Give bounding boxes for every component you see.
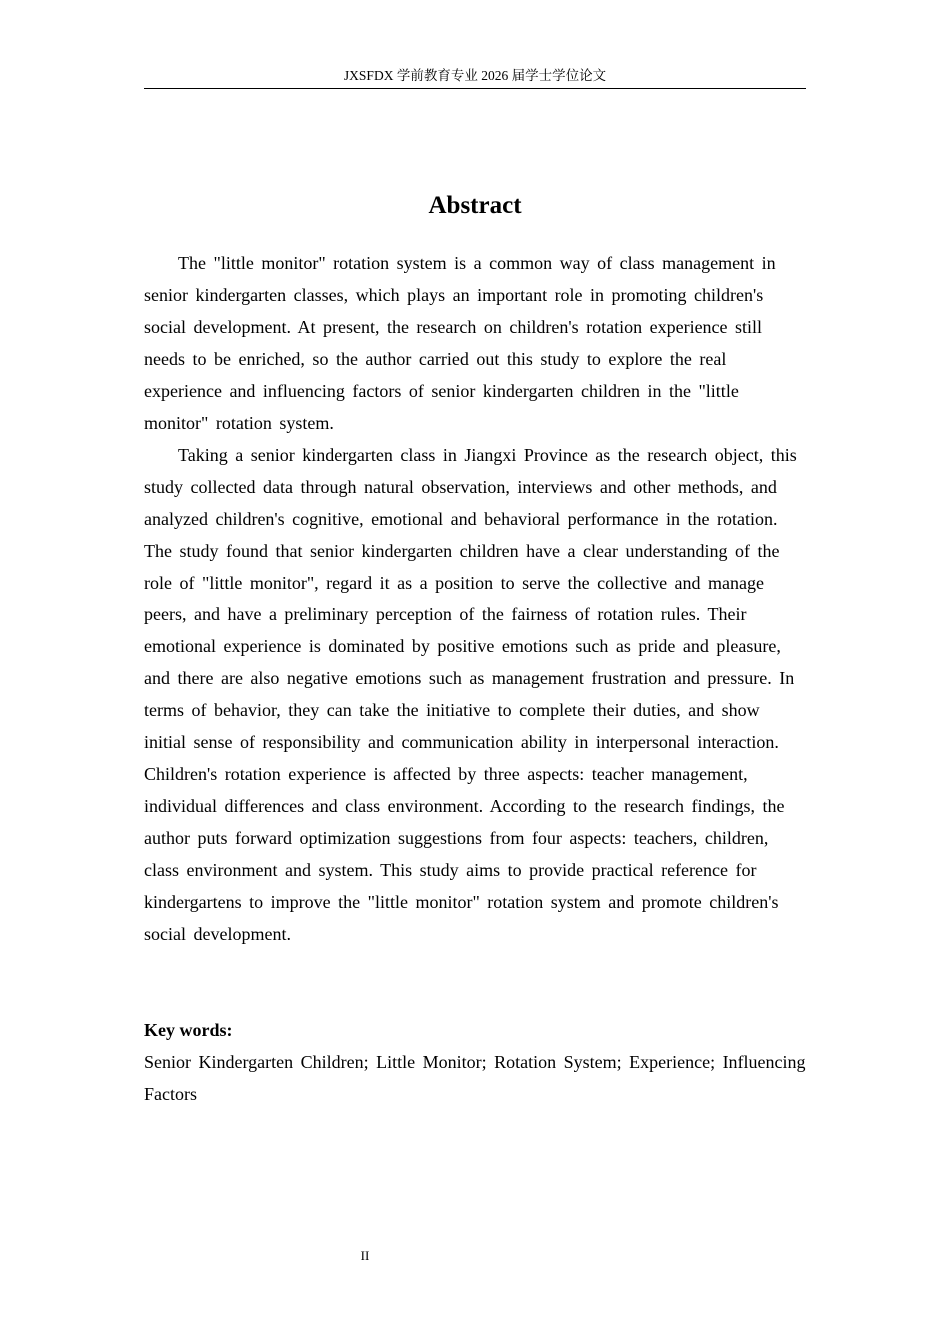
abstract-paragraph: Taking a senior kindergarten class in Jiangxi Province as the research object, this study collected data through natural observation, interviews and other methods, and analyzed children's cognitive, emotional and behavioral performance in the rotation. The study found that senior kindergarten children have a clear understanding of the role of "little monitor", regard it as a position to serve the collective and manage peers, and have a preliminary perception of the fairness of rotation rules. Their emotional experience is dominated by positive emotions such as pride and pleasure, and there are also negative emotions such as management frustration and pressure. In terms of behavior, they can take the initiative to complete their duties, and show initial sense of responsibility and communication ability in interpersonal interaction. Children's rotation experience is affected by three aspects: teacher management, individual differences and class environment. According to the research findings, the author puts forward optimization suggestions from four aspects: teachers, children, class environment and system. This study aims to provide practical reference for kindergartens to improve the "little monitor" rotation system and promote children's social development.: [144, 444, 797, 945]
keywords-text: Senior Kindergarten Children; Little Monitor; Rotation System; Experience; Influencing Factors: [144, 1052, 806, 1104]
abstract-paragraph: The "little monitor" rotation system is a common way of class management in senior kindergarten classes, which plays an important role in promoting children's social development. At present, the research on children's rotation experience still needs to be enriched, so the author carried out this study to explore the real experience and influencing factors of senior kindergarten children in the "little monitor" rotation system.: [144, 253, 776, 433]
abstract-body: [144, 248, 806, 951]
keywords-label: Key words:: [144, 1020, 233, 1040]
page-header: [144, 66, 806, 89]
keywords-section: [144, 1014, 806, 1110]
abstract-title: Abstract: [428, 192, 522, 219]
header-title: JXSFDX 学前教育专业 2026 届学士学位论文: [343, 68, 607, 83]
page-number: II: [360, 1248, 370, 1263]
